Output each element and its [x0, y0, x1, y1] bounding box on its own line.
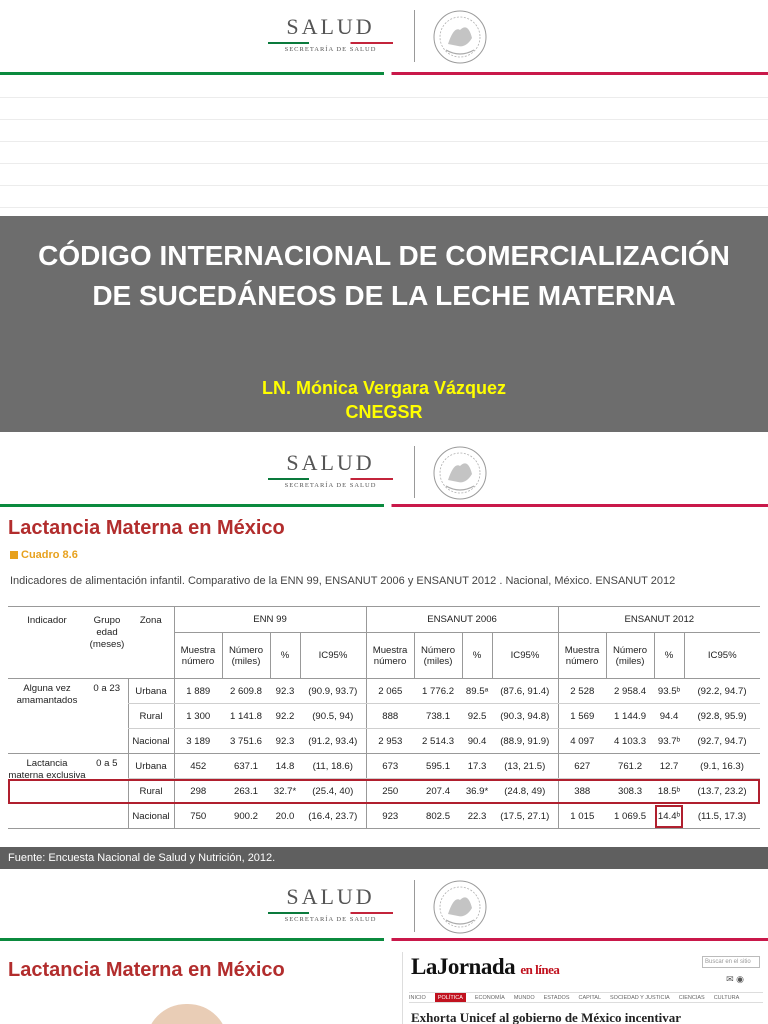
mexico-seal-icon: [428, 444, 492, 502]
header-slide3: [0, 870, 768, 946]
cell-zona: Urbana: [128, 754, 174, 779]
table-cell: 2 514.3: [414, 729, 462, 754]
table-cell: 3 751.6: [222, 729, 270, 754]
nav-item[interactable]: INICIO: [409, 995, 426, 1001]
table-cell: 2 609.8: [222, 679, 270, 704]
table-cell: (16.4, 23.7): [300, 804, 366, 829]
salud-rule: [268, 42, 393, 44]
logo-divider: [414, 10, 415, 62]
cell-zona: Nacional: [128, 729, 174, 754]
nav-item[interactable]: ECONOMÍA: [474, 995, 505, 1001]
table-cell: (92.7, 94.7): [684, 729, 760, 754]
subheader-ic95: IC95%: [300, 633, 366, 679]
table-label: [10, 549, 78, 561]
table-cell: 888: [366, 704, 414, 729]
table-cell: 452: [174, 754, 222, 779]
section-title: Lactancia Materna en México: [8, 517, 285, 539]
subheader-ic95: IC95%: [492, 633, 558, 679]
header-indicador: Indicador: [8, 607, 86, 679]
subheader-ic95: IC95%: [684, 633, 760, 679]
logo-divider: [414, 880, 415, 932]
table-cell: 298: [174, 779, 222, 804]
salud-logo: [268, 450, 508, 502]
ruled-background: [0, 76, 768, 216]
nav-item[interactable]: MUNDO: [513, 995, 535, 1001]
table-cell: (9.1, 16.3): [684, 754, 760, 779]
news-headline[interactable]: Exhorta Unicef al gobierno de México incentivar: [411, 1010, 682, 1024]
salud-word: SALUD: [286, 450, 375, 475]
table-cell: (25.4, 40): [300, 779, 366, 804]
subheader-pct: %: [462, 633, 492, 679]
table-cell: 627: [558, 754, 606, 779]
table-cell: 388: [558, 779, 606, 804]
subheader-pct: %: [270, 633, 300, 679]
author-block: [0, 376, 768, 424]
subheader-muestra: Muestra número: [558, 633, 606, 679]
table-cell: 1 300: [174, 704, 222, 729]
cell-indicador: Lactancia materna exclusiva: [8, 754, 86, 829]
table-cell: 18.5ᵇ: [654, 779, 684, 804]
table-caption: Indicadores de alimentación infantil. Comparativo de la ENN 99, ENSANUT 2006 y ENSANUT 2012 . Nacional, México. ENSANUT 2012: [10, 575, 676, 587]
source-note: Fuente: Encuesta Nacional de Salud y Nutrición, 2012.: [0, 847, 768, 869]
table-cell: 92.3: [270, 729, 300, 754]
table-cell: 263.1: [222, 779, 270, 804]
jornada-logo-en: en línea: [520, 962, 560, 977]
tricolor-bar: [0, 504, 768, 507]
table-label-text: Cuadro 8.6: [21, 549, 78, 561]
salud-subtitle: SECRETARÍA DE SALUD: [284, 46, 377, 53]
news-nav: [409, 992, 763, 1003]
table-cell: (11, 18.6): [300, 754, 366, 779]
slide-title: CÓDIGO INTERNACIONAL DE COMERCIALIZACIÓN DE SUCEDÁNEOS DE LA LECHE MATERNA: [38, 240, 730, 311]
table-cell: 14.8: [270, 754, 300, 779]
nav-item[interactable]: CULTURA: [713, 995, 740, 1001]
table-cell: 92.2: [270, 704, 300, 729]
salud-rule: [268, 912, 393, 914]
subheader-numero: Número (miles): [606, 633, 654, 679]
table-cell: 22.3: [462, 804, 492, 829]
nav-item[interactable]: CAPITAL: [578, 995, 602, 1001]
jornada-logo-text: LaJornada: [411, 954, 516, 979]
section-title: Lactancia Materna en México: [8, 959, 285, 981]
header-slide2: [0, 436, 768, 512]
table-cell: 92.3: [270, 679, 300, 704]
table-cell: (24.8, 49): [492, 779, 558, 804]
salud-logo: [268, 14, 508, 66]
subheader-muestra: Muestra número: [174, 633, 222, 679]
salud-word: SALUD: [286, 884, 375, 909]
table-cell: 93.7ᵇ: [654, 729, 684, 754]
table-cell: 1 069.5: [606, 804, 654, 829]
table-cell: 4 103.3: [606, 729, 654, 754]
subheader-numero: Número (miles): [222, 633, 270, 679]
cell-indicador: Alguna vez amamantados: [8, 679, 86, 754]
table-cell: (13, 21.5): [492, 754, 558, 779]
table-cell: 1 141.8: [222, 704, 270, 729]
salud-subtitle: SECRETARÍA DE SALUD: [284, 916, 377, 923]
nav-item[interactable]: POLÍTICA: [435, 993, 466, 1003]
header-group-ensanut2006: ENSANUT 2006: [366, 607, 558, 633]
author-name: LN. Mónica Vergara Vázquez: [261, 378, 507, 398]
table-cell: 90.4: [462, 729, 492, 754]
search-input[interactable]: Buscar en el sitio: [702, 956, 760, 968]
cell-zona: Urbana: [128, 679, 174, 704]
nav-item[interactable]: SOCIEDAD Y JUSTICIA: [610, 995, 670, 1001]
table-cell: 92.5: [462, 704, 492, 729]
data-table: [8, 606, 760, 829]
subheader-numero: Número (miles): [414, 633, 462, 679]
table-cell: (90.9, 93.7): [300, 679, 366, 704]
mexico-seal-icon: [428, 8, 492, 66]
table-cell: 595.1: [414, 754, 462, 779]
table-cell: 2 958.4: [606, 679, 654, 704]
table-cell: 4 097: [558, 729, 606, 754]
table-cell: 207.4: [414, 779, 462, 804]
table-cell: 3 189: [174, 729, 222, 754]
table-cell: 14.4ᵇ: [654, 804, 684, 829]
header-zona: Zona: [128, 607, 174, 679]
salud-logo: [268, 884, 508, 936]
table-cell: (13.7, 23.2): [684, 779, 760, 804]
table-cell: 36.9*: [462, 779, 492, 804]
table-cell: 12.7: [654, 754, 684, 779]
tricolor-bar: [0, 938, 768, 941]
salud-subtitle: SECRETARÍA DE SALUD: [284, 482, 377, 489]
share-icons: [726, 974, 744, 985]
table-row: [8, 679, 760, 704]
mail-icon[interactable]: ✉: [726, 974, 734, 984]
salud-word: SALUD: [286, 14, 375, 39]
table-cell: (17.5, 27.1): [492, 804, 558, 829]
table-cell: (90.3, 94.8): [492, 704, 558, 729]
logo-divider: [414, 446, 415, 498]
table-cell: 1 144.9: [606, 704, 654, 729]
table-cell: 673: [366, 754, 414, 779]
table-cell: 89.5ᵃ: [462, 679, 492, 704]
table-cell: 2 528: [558, 679, 606, 704]
nav-item[interactable]: ESTADOS: [543, 995, 570, 1001]
table-cell: 93.5ᵇ: [654, 679, 684, 704]
table-row: [8, 754, 760, 779]
table-cell: 2 065: [366, 679, 414, 704]
table-cell: 1 776.2: [414, 679, 462, 704]
news-screenshot: [402, 952, 768, 1024]
rss-icon[interactable]: ◉: [736, 974, 744, 984]
table-cell: 32.7*: [270, 779, 300, 804]
jornada-logo: [411, 954, 559, 980]
cell-zona: Nacional: [128, 804, 174, 829]
table-cell: 2 953: [366, 729, 414, 754]
mexico-seal-icon: [428, 878, 492, 936]
table-cell: 761.2: [606, 754, 654, 779]
table-cell: (92.8, 95.9): [684, 704, 760, 729]
table-cell: 1 015: [558, 804, 606, 829]
table-cell: 923: [366, 804, 414, 829]
table-cell: 20.0: [270, 804, 300, 829]
table-cell: (87.6, 91.4): [492, 679, 558, 704]
table-cell: (11.5, 17.3): [684, 804, 760, 829]
subheader-pct: %: [654, 633, 684, 679]
subheader-muestra: Muestra número: [366, 633, 414, 679]
header-group-ensanut2012: ENSANUT 2012: [558, 607, 760, 633]
salud-rule: [268, 478, 393, 480]
table-cell: (92.2, 94.7): [684, 679, 760, 704]
cell-grupo: 0 a 5: [86, 754, 128, 829]
cell-zona: Rural: [128, 779, 174, 804]
table-cell: 750: [174, 804, 222, 829]
table-cell: 802.5: [414, 804, 462, 829]
header-grupo: Grupo edad (meses): [86, 607, 128, 679]
table-cell: 637.1: [222, 754, 270, 779]
header-slide1: [0, 0, 768, 76]
table-cell: (88.9, 91.9): [492, 729, 558, 754]
cell-zona: Rural: [128, 704, 174, 729]
table-cell: 94.4: [654, 704, 684, 729]
nav-item[interactable]: CIENCIAS: [678, 995, 705, 1001]
portrait-photo: [146, 1004, 228, 1024]
cell-grupo: 0 a 23: [86, 679, 128, 754]
table-body: [8, 679, 760, 829]
table-cell: 308.3: [606, 779, 654, 804]
table-cell: 250: [366, 779, 414, 804]
table-cell: (90.5, 94): [300, 704, 366, 729]
table-cell: 17.3: [462, 754, 492, 779]
table-cell: 1 569: [558, 704, 606, 729]
author-org: CNEGSR: [345, 402, 423, 422]
square-icon: [10, 551, 18, 559]
table-cell: 900.2: [222, 804, 270, 829]
table-cell: 1 889: [174, 679, 222, 704]
table-cell: (91.2, 93.4): [300, 729, 366, 754]
table-cell: 738.1: [414, 704, 462, 729]
header-group-enn99: ENN 99: [174, 607, 366, 633]
tricolor-bar: [0, 72, 768, 75]
